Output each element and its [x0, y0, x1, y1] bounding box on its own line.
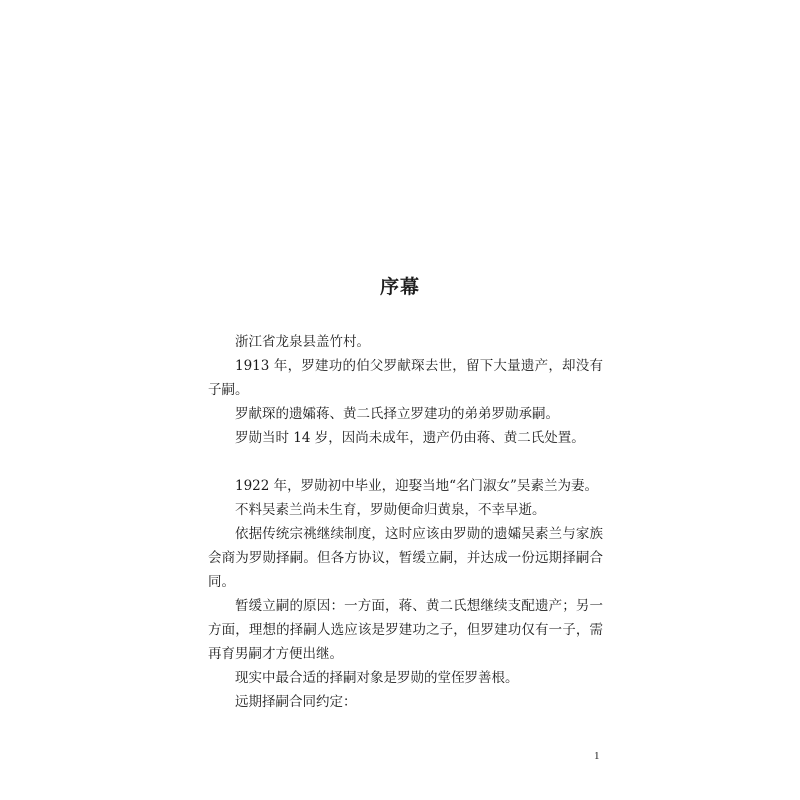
- paragraph: 现实中最合适的择嗣对象是罗勋的堂侄罗善根。: [235, 670, 519, 686]
- paragraph: 罗献琛的遗孀蒋、黄二氏择立罗建功的弟弟罗勋承嗣。: [235, 406, 559, 422]
- paragraph: 1922 年，罗勋初中毕业，迎娶当地“名门淑女”吴素兰为妻。: [235, 478, 598, 494]
- body-text: [208, 330, 603, 714]
- paragraph: 依据传统宗祧继续制度，这时应该由罗勋的遗孀吴素兰与家族会商为罗勋择嗣。但各方协议，暂缓立嗣，并达成一份远期择嗣合同。: [208, 526, 603, 590]
- paragraph: 暂缓立嗣的原因：一方面，蒋、黄二氏想继续支配遗产；另一方面，理想的择嗣人选应该是罗建功之子，但罗建功仅有一子，需再育男嗣才方便出继。: [208, 598, 603, 662]
- section-gap: [208, 450, 603, 474]
- chapter-title: 序幕: [379, 276, 420, 298]
- paragraph: 1913 年，罗建功的伯父罗献琛去世，留下大量遗产，却没有子嗣。: [208, 358, 603, 398]
- page-number: 1: [594, 750, 600, 762]
- paragraph: 远期择嗣合同约定：: [235, 694, 357, 710]
- paragraph: 不料吴素兰尚未生育，罗勋便命归黄泉，不幸早逝。: [235, 502, 546, 518]
- paragraph: 浙江省龙泉县盖竹村。: [235, 334, 370, 350]
- paragraph: 罗勋当时 14 岁，因尚未成年，遗产仍由蒋、黄二氏处置。: [235, 430, 585, 446]
